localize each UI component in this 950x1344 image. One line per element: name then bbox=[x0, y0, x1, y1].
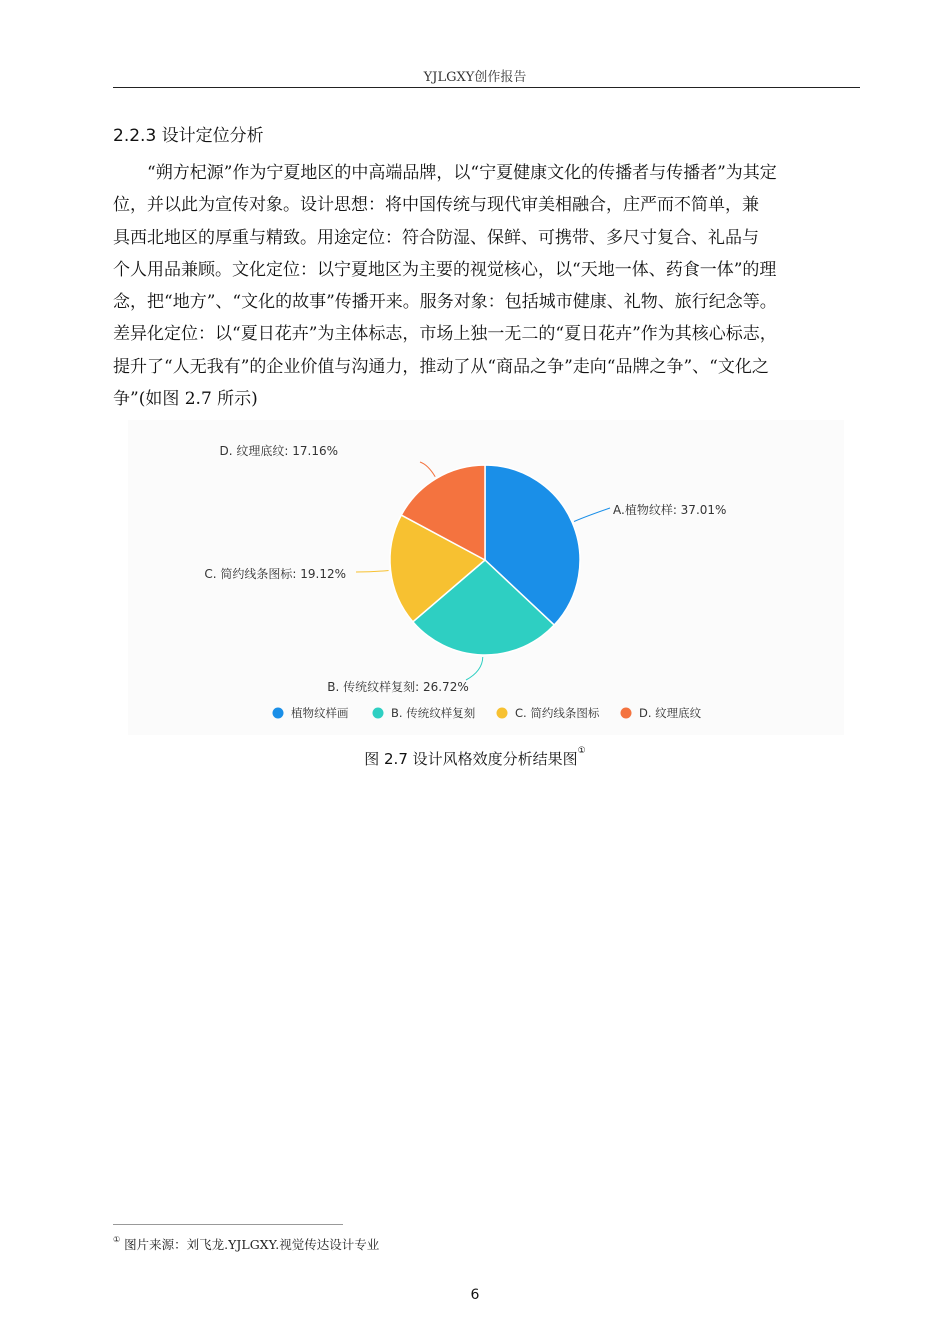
slice-label: D. 纹理底纹: 17.16% bbox=[219, 444, 338, 458]
body-line: 位，并以此为宣传对象。设计思想：将中国传统与现代审美相融合，庄严而不简单，兼 bbox=[113, 195, 759, 216]
legend-label: 植物纹样画 bbox=[291, 706, 349, 720]
body-line: 念，把“地方”、“文化的故事”传播开来。服务对象：包括城市健康、礼物、旅行纪念等。 bbox=[113, 292, 777, 313]
body-line: 具西北地区的厚重与精致。用途定位：符合防湿、保鲜、可携带、多尺寸复合、礼品与 bbox=[113, 227, 759, 248]
leader-line bbox=[466, 657, 483, 680]
section-heading: 2.2.3 设计定位分析 bbox=[113, 126, 264, 146]
running-header: YJLGXY创作报告 bbox=[423, 70, 527, 85]
footnote-text: 图片来源：刘飞龙.YJLGXY.视觉传达设计专业 bbox=[124, 1237, 380, 1252]
header-rule bbox=[113, 87, 860, 88]
legend-label: C. 简约线条图标 bbox=[515, 706, 600, 720]
pie-chart-figure bbox=[128, 420, 844, 735]
leader-line bbox=[356, 570, 389, 572]
footnote-rule bbox=[113, 1224, 343, 1225]
footnote-marker: ① bbox=[113, 1235, 121, 1244]
footnote bbox=[113, 1235, 379, 1253]
body-line: 提升了“人无我有”的企业价值与沟通力，推动了从“商品之争”走向“品牌之争”、“文化之 bbox=[113, 356, 769, 377]
leader-line bbox=[574, 508, 610, 521]
slice-label: C. 简约线条图标: 19.12% bbox=[204, 567, 346, 581]
leader-line bbox=[420, 462, 435, 477]
slice-label: B. 传统纹样复刻: 26.72% bbox=[327, 680, 469, 694]
figure-caption-text: 图 2.7 设计风格效度分析结果图 bbox=[364, 750, 578, 768]
footnote-marker: ① bbox=[577, 746, 586, 756]
legend-label: B. 传统纹样复刻 bbox=[391, 706, 476, 720]
body-line: 差异化定位：以“夏日花卉”为主体标志，市场上独一无二的“夏日花卉”作为其核心标志， bbox=[113, 324, 777, 345]
legend-swatch bbox=[373, 708, 384, 719]
pie-slices bbox=[390, 465, 580, 655]
body-line: 个人用品兼顾。文化定位：以宁夏地区为主要的视觉核心，以“天地一体、药食一体”的理 bbox=[113, 259, 777, 280]
legend-label: D. 纹理底纹 bbox=[639, 706, 702, 720]
legend-swatch bbox=[621, 708, 632, 719]
slice-label: A.植物纹样: 37.01% bbox=[613, 503, 727, 517]
body-paragraph bbox=[113, 157, 860, 415]
chart-legend bbox=[273, 706, 702, 720]
figure-caption bbox=[0, 748, 950, 769]
page-number: 6 bbox=[470, 1287, 480, 1303]
body-line: “朔方杞源”作为宁夏地区的中高端品牌，以“宁夏健康文化的传播者与传播者”为其定 bbox=[147, 163, 777, 183]
legend-swatch bbox=[497, 708, 508, 719]
legend-swatch bbox=[273, 708, 284, 719]
pie-chart bbox=[128, 420, 844, 735]
body-line: 争”(如图 2.7 所示) bbox=[113, 389, 258, 410]
